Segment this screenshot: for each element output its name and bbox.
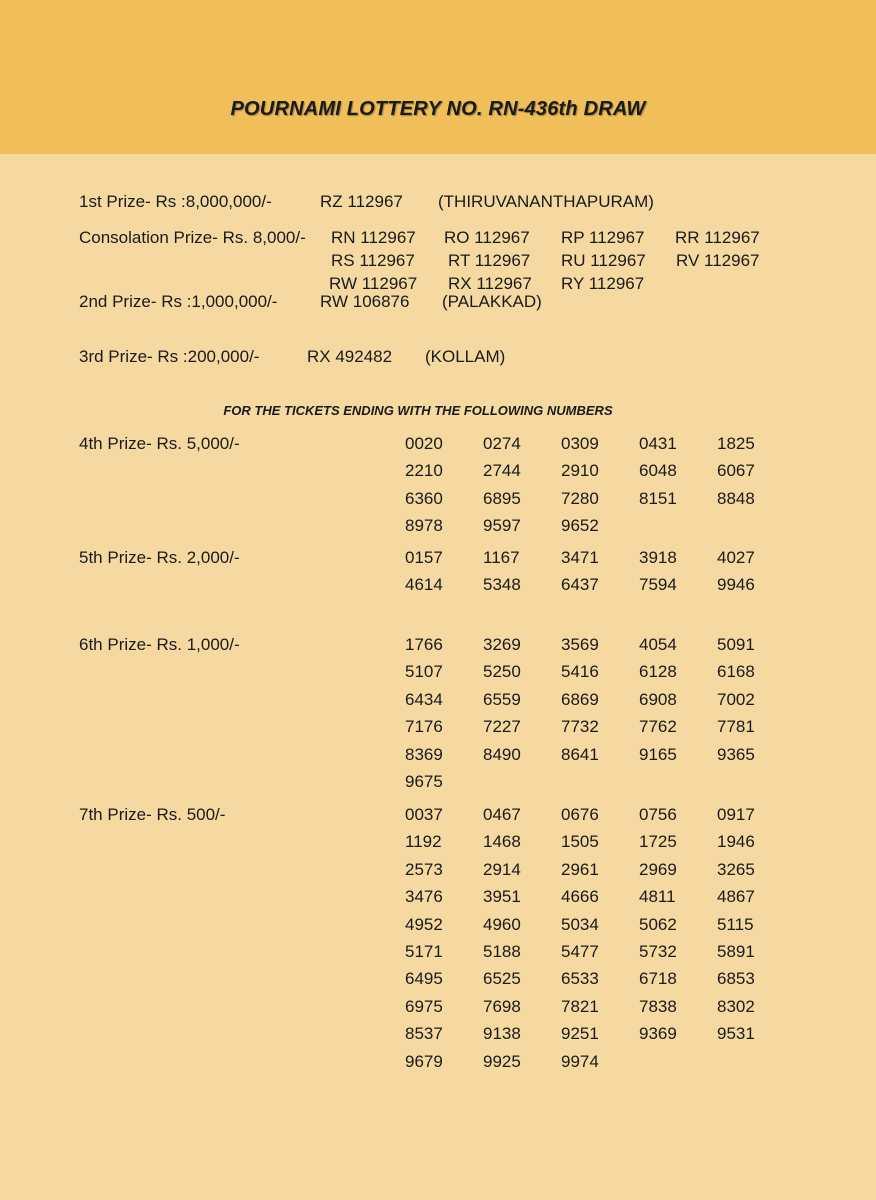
winning-number: 9652	[561, 516, 599, 536]
winning-number: 1766	[405, 635, 443, 654]
winning-number: 0020	[405, 434, 443, 453]
winning-number: 3918	[639, 548, 677, 567]
winning-number: 4811	[639, 887, 676, 907]
fourth-prize-numbers	[405, 434, 795, 544]
winning-number: 6908	[639, 689, 677, 709]
winning-number: 1825	[717, 434, 755, 453]
consolation-ticket: RY 112967	[561, 274, 645, 293]
winning-number: 5107	[405, 662, 443, 682]
winning-number: 0756	[639, 805, 677, 824]
winning-number: 3476	[405, 887, 443, 907]
second-prize-ticket: RW 106876	[320, 292, 410, 311]
winning-number: 8151	[639, 488, 677, 508]
winning-number: 7781	[717, 717, 755, 737]
winning-number: 5891	[717, 941, 755, 961]
winning-number: 8537	[405, 1024, 443, 1044]
winning-number: 9138	[483, 1024, 521, 1044]
consolation-ticket: RO 112967	[444, 228, 530, 247]
first-prize-ticket: RZ 112967	[320, 192, 403, 211]
sixth-prize-label: 6th Prize- Rs. 1,000/-	[79, 635, 240, 654]
winning-number: 1167	[483, 548, 520, 567]
winning-number: 0037	[405, 805, 443, 824]
consolation-ticket: RT 112967	[448, 251, 531, 270]
consolation-ticket: RW 112967	[329, 274, 418, 293]
winning-number: 2961	[561, 859, 599, 879]
second-prize-place: (PALAKKAD)	[442, 292, 542, 311]
seventh-prize-numbers	[405, 805, 795, 1079]
sixth-prize-numbers	[405, 635, 795, 799]
third-prize-label: 3rd Prize- Rs :200,000/-	[79, 347, 260, 366]
winning-number: 3269	[483, 635, 521, 654]
winning-number: 2210	[405, 461, 443, 481]
fourth-prize-label: 4th Prize- Rs. 5,000/-	[79, 434, 240, 453]
winning-number: 2744	[483, 461, 521, 481]
page-title: POURNAMI LOTTERY NO. RN-436th DRAW	[230, 98, 646, 120]
winning-number: 9165	[639, 744, 677, 764]
winning-number: 6434	[405, 689, 443, 709]
winning-number: 5250	[483, 662, 521, 682]
fifth-prize-numbers	[405, 548, 795, 603]
winning-number: 4614	[405, 575, 443, 595]
winning-number: 5062	[639, 914, 677, 934]
winning-number: 6853	[717, 969, 755, 989]
first-prize-label: 1st Prize- Rs :8,000,000/-	[79, 192, 272, 211]
winning-number: 1946	[717, 832, 755, 852]
winning-number: 6168	[717, 662, 755, 682]
winning-number: 9531	[717, 1024, 755, 1044]
winning-number: 3951	[483, 887, 521, 907]
winning-number: 2969	[639, 859, 677, 879]
winning-number: 4054	[639, 635, 677, 654]
consolation-ticket: RV 112967	[676, 251, 760, 270]
third-prize-ticket: RX 492482	[307, 347, 393, 366]
winning-number: 0309	[561, 434, 599, 453]
winning-number: 6718	[639, 969, 677, 989]
winning-number: 7762	[639, 717, 677, 737]
winning-number: 0917	[717, 805, 755, 824]
consolation-ticket: RP 112967	[561, 228, 645, 247]
winning-number: 3569	[561, 635, 599, 654]
winning-number: 4027	[717, 548, 755, 567]
winning-number: 7821	[561, 996, 599, 1016]
winning-number: 5188	[483, 941, 521, 961]
consolation-ticket: RU 112967	[561, 251, 646, 270]
winning-number: 9369	[639, 1024, 677, 1044]
winning-number: 0431	[639, 434, 677, 453]
winning-number: 0157	[405, 548, 443, 567]
winning-number: 2910	[561, 461, 599, 481]
consolation-ticket: RR 112967	[675, 228, 760, 247]
header-banner	[0, 0, 876, 154]
winning-number: 8490	[483, 744, 521, 764]
winning-number: 5477	[561, 941, 599, 961]
winning-number: 9925	[483, 1051, 521, 1071]
fifth-prize-label: 5th Prize- Rs. 2,000/-	[79, 548, 240, 567]
winning-number: 2914	[483, 859, 521, 879]
winning-number: 4952	[405, 914, 443, 934]
winning-number: 9679	[405, 1051, 443, 1071]
winning-number: 6067	[717, 461, 755, 481]
winning-number: 7280	[561, 488, 599, 508]
consolation-ticket: RS 112967	[331, 251, 415, 270]
winning-number: 4867	[717, 887, 755, 907]
winning-number: 6975	[405, 996, 443, 1016]
winning-number: 5171	[405, 941, 443, 961]
winning-number: 7594	[639, 575, 677, 595]
winning-number: 5732	[639, 941, 677, 961]
winning-number: 1725	[639, 832, 677, 852]
third-prize-place: (KOLLAM)	[425, 347, 506, 366]
winning-number: 8369	[405, 744, 443, 764]
winning-number: 9946	[717, 575, 755, 595]
winning-number: 0467	[483, 805, 521, 824]
winning-number: 6559	[483, 689, 521, 709]
winning-number: 7838	[639, 996, 677, 1016]
first-prize-place: (THIRUVANANTHAPURAM)	[438, 192, 654, 211]
winning-number: 5091	[717, 635, 755, 654]
winning-number: 5348	[483, 575, 521, 595]
winning-number: 4666	[561, 887, 599, 907]
winning-number: 6869	[561, 689, 599, 709]
winning-number: 1468	[483, 832, 521, 852]
winning-number: 6437	[561, 575, 599, 595]
winning-number: 1192	[405, 832, 442, 852]
winning-number: 6360	[405, 488, 443, 508]
seventh-prize-label: 7th Prize- Rs. 500/-	[79, 805, 226, 824]
consolation-ticket: RX 112967	[448, 274, 532, 293]
winning-number: 7698	[483, 996, 521, 1016]
winning-number: 9597	[483, 516, 521, 536]
winning-number: 5416	[561, 662, 599, 682]
winning-number: 7227	[483, 717, 521, 737]
consolation-ticket: RN 112967	[331, 228, 416, 247]
winning-number: 7732	[561, 717, 599, 737]
winning-number: 2573	[405, 859, 443, 879]
winning-number: 8302	[717, 996, 755, 1016]
winning-number: 0274	[483, 434, 521, 453]
winning-number: 8978	[405, 516, 443, 536]
winning-number: 3265	[717, 859, 755, 879]
winning-number: 8848	[717, 488, 755, 508]
winning-number: 9365	[717, 744, 755, 764]
winning-number: 1505	[561, 832, 599, 852]
winning-number: 6128	[639, 662, 677, 682]
winning-number: 7002	[717, 689, 755, 709]
winning-number: 6495	[405, 969, 443, 989]
winning-number: 6533	[561, 969, 599, 989]
winning-number: 0676	[561, 805, 599, 824]
winning-number: 9974	[561, 1051, 599, 1071]
winning-number: 5034	[561, 914, 599, 934]
winning-number: 8641	[561, 744, 599, 764]
consolation-prize-label: Consolation Prize- Rs. 8,000/-	[79, 228, 306, 247]
ending-numbers-heading: FOR THE TICKETS ENDING WITH THE FOLLOWING NUMBERS	[223, 403, 613, 418]
winning-number: 5115	[717, 914, 754, 934]
winning-number: 3471	[561, 548, 599, 567]
winning-number: 6525	[483, 969, 521, 989]
winning-number: 6895	[483, 488, 521, 508]
winning-number: 4960	[483, 914, 521, 934]
winning-number: 6048	[639, 461, 677, 481]
winning-number: 7176	[405, 717, 443, 737]
winning-number: 9675	[405, 771, 443, 791]
winning-number: 9251	[561, 1024, 599, 1044]
second-prize-label: 2nd Prize- Rs :1,000,000/-	[79, 292, 278, 311]
